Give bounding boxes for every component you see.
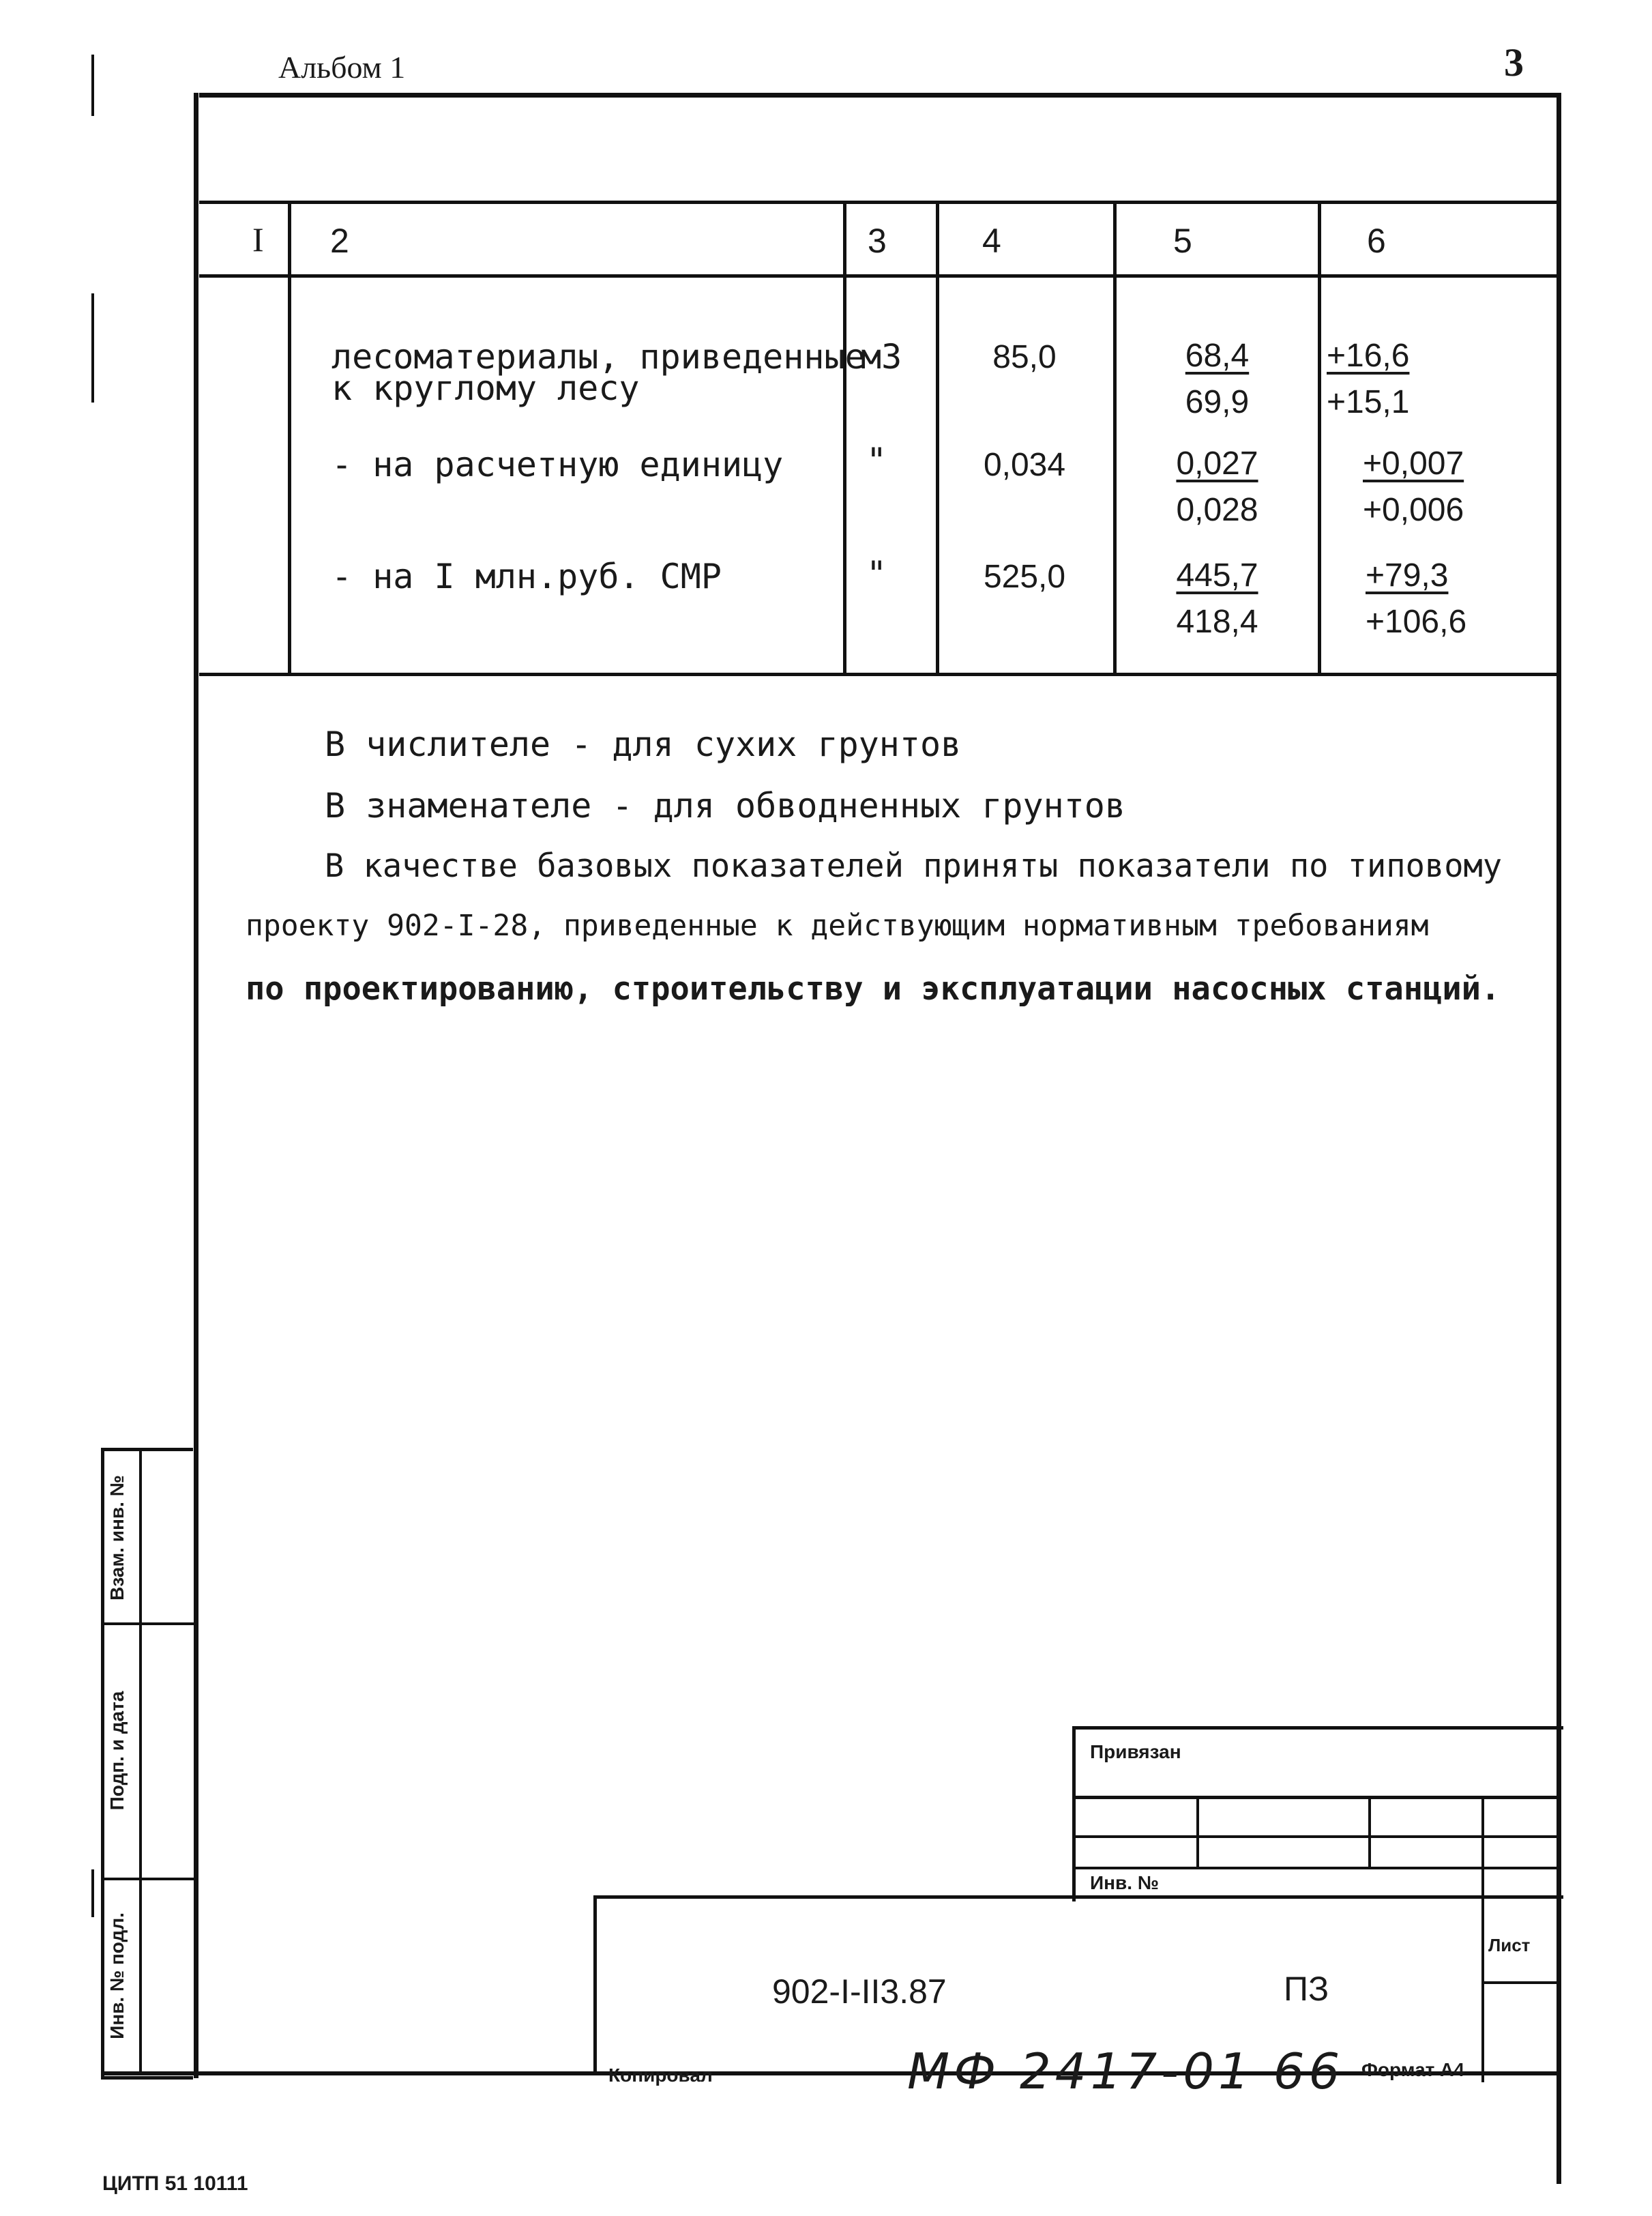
privyazan-label: Привязан [1090,1741,1181,1762]
note-paragraph-line: В качестве базовых показателей приняты показатели по типовому [325,847,1503,885]
row-unit: " [866,554,887,594]
list-label: Лист [1488,1935,1531,1955]
format-label: Формат А4 [1361,2059,1464,2080]
row-name-cont: к круглому лесу [331,368,640,408]
col-header-1: I [252,220,264,259]
row-base-value: 525,0 [983,559,1066,595]
row-diff-wet: +0,006 [1363,492,1464,528]
handwritten-code: МФ 2417-01 66 [907,2043,1344,2100]
row-diff-wet: +15,1 [1327,384,1410,420]
stamp-podp: Подп. и дата [106,1691,128,1811]
note-paragraph-line: проекту 902-I-28, приведенные к действующим нормативным требованиям [246,909,1429,943]
row-design-wet: 69,9 [1185,384,1250,420]
row-design-dry: 68,4 [1185,338,1250,374]
col-header-2: 2 [330,222,349,260]
row-base-value: 85,0 [992,339,1057,375]
row-diff-wet: +106,6 [1366,604,1467,640]
row-diff-dry: +0,007 [1363,446,1464,482]
row-diff-dry: +16,6 [1327,338,1410,374]
stamp-inv: Инв. № подл. [106,1912,128,2039]
row-design-dry: 0,027 [1176,446,1258,482]
row-unit: " [866,441,887,480]
row-design-dry: 445,7 [1176,557,1258,594]
inv-no-label: Инв. № [1090,1872,1160,1893]
row-unit: м3 [861,337,902,377]
section-code: ПЗ [1284,1970,1329,2008]
document-code: 902-I-II3.87 [772,1972,947,2011]
note-paragraph-line: по проектированию, строительству и эксплуатации насосных станций. [246,970,1501,1008]
col-header-6: 6 [1367,222,1386,260]
printer-imprint: ЦИТП 51 10111 [102,2172,248,2195]
row-diff-dry: +79,3 [1366,557,1449,594]
note-denominator: В знаменателе - для обводненных грунтов [325,786,1125,826]
row-design-wet: 0,028 [1176,492,1258,528]
page-number: 3 [1504,40,1524,85]
row-name: - на расчетную единицу [331,445,784,484]
col-header-3: 3 [868,222,887,260]
kopiroval-label: Копировал [608,2065,713,2086]
stamp-vzam: Взам. инв. № [106,1475,128,1601]
row-name: - на I млн.руб. СМР [331,557,722,596]
row-base-value: 0,034 [983,447,1066,483]
col-header-5: 5 [1173,222,1192,260]
col-header-4: 4 [982,222,1001,260]
note-numerator: В числителе - для сухих грунтов [325,725,962,764]
row-name: лесоматериалы, приведенные [331,337,866,377]
row-design-wet: 418,4 [1176,604,1258,640]
album-label: Альбом 1 [278,50,406,85]
